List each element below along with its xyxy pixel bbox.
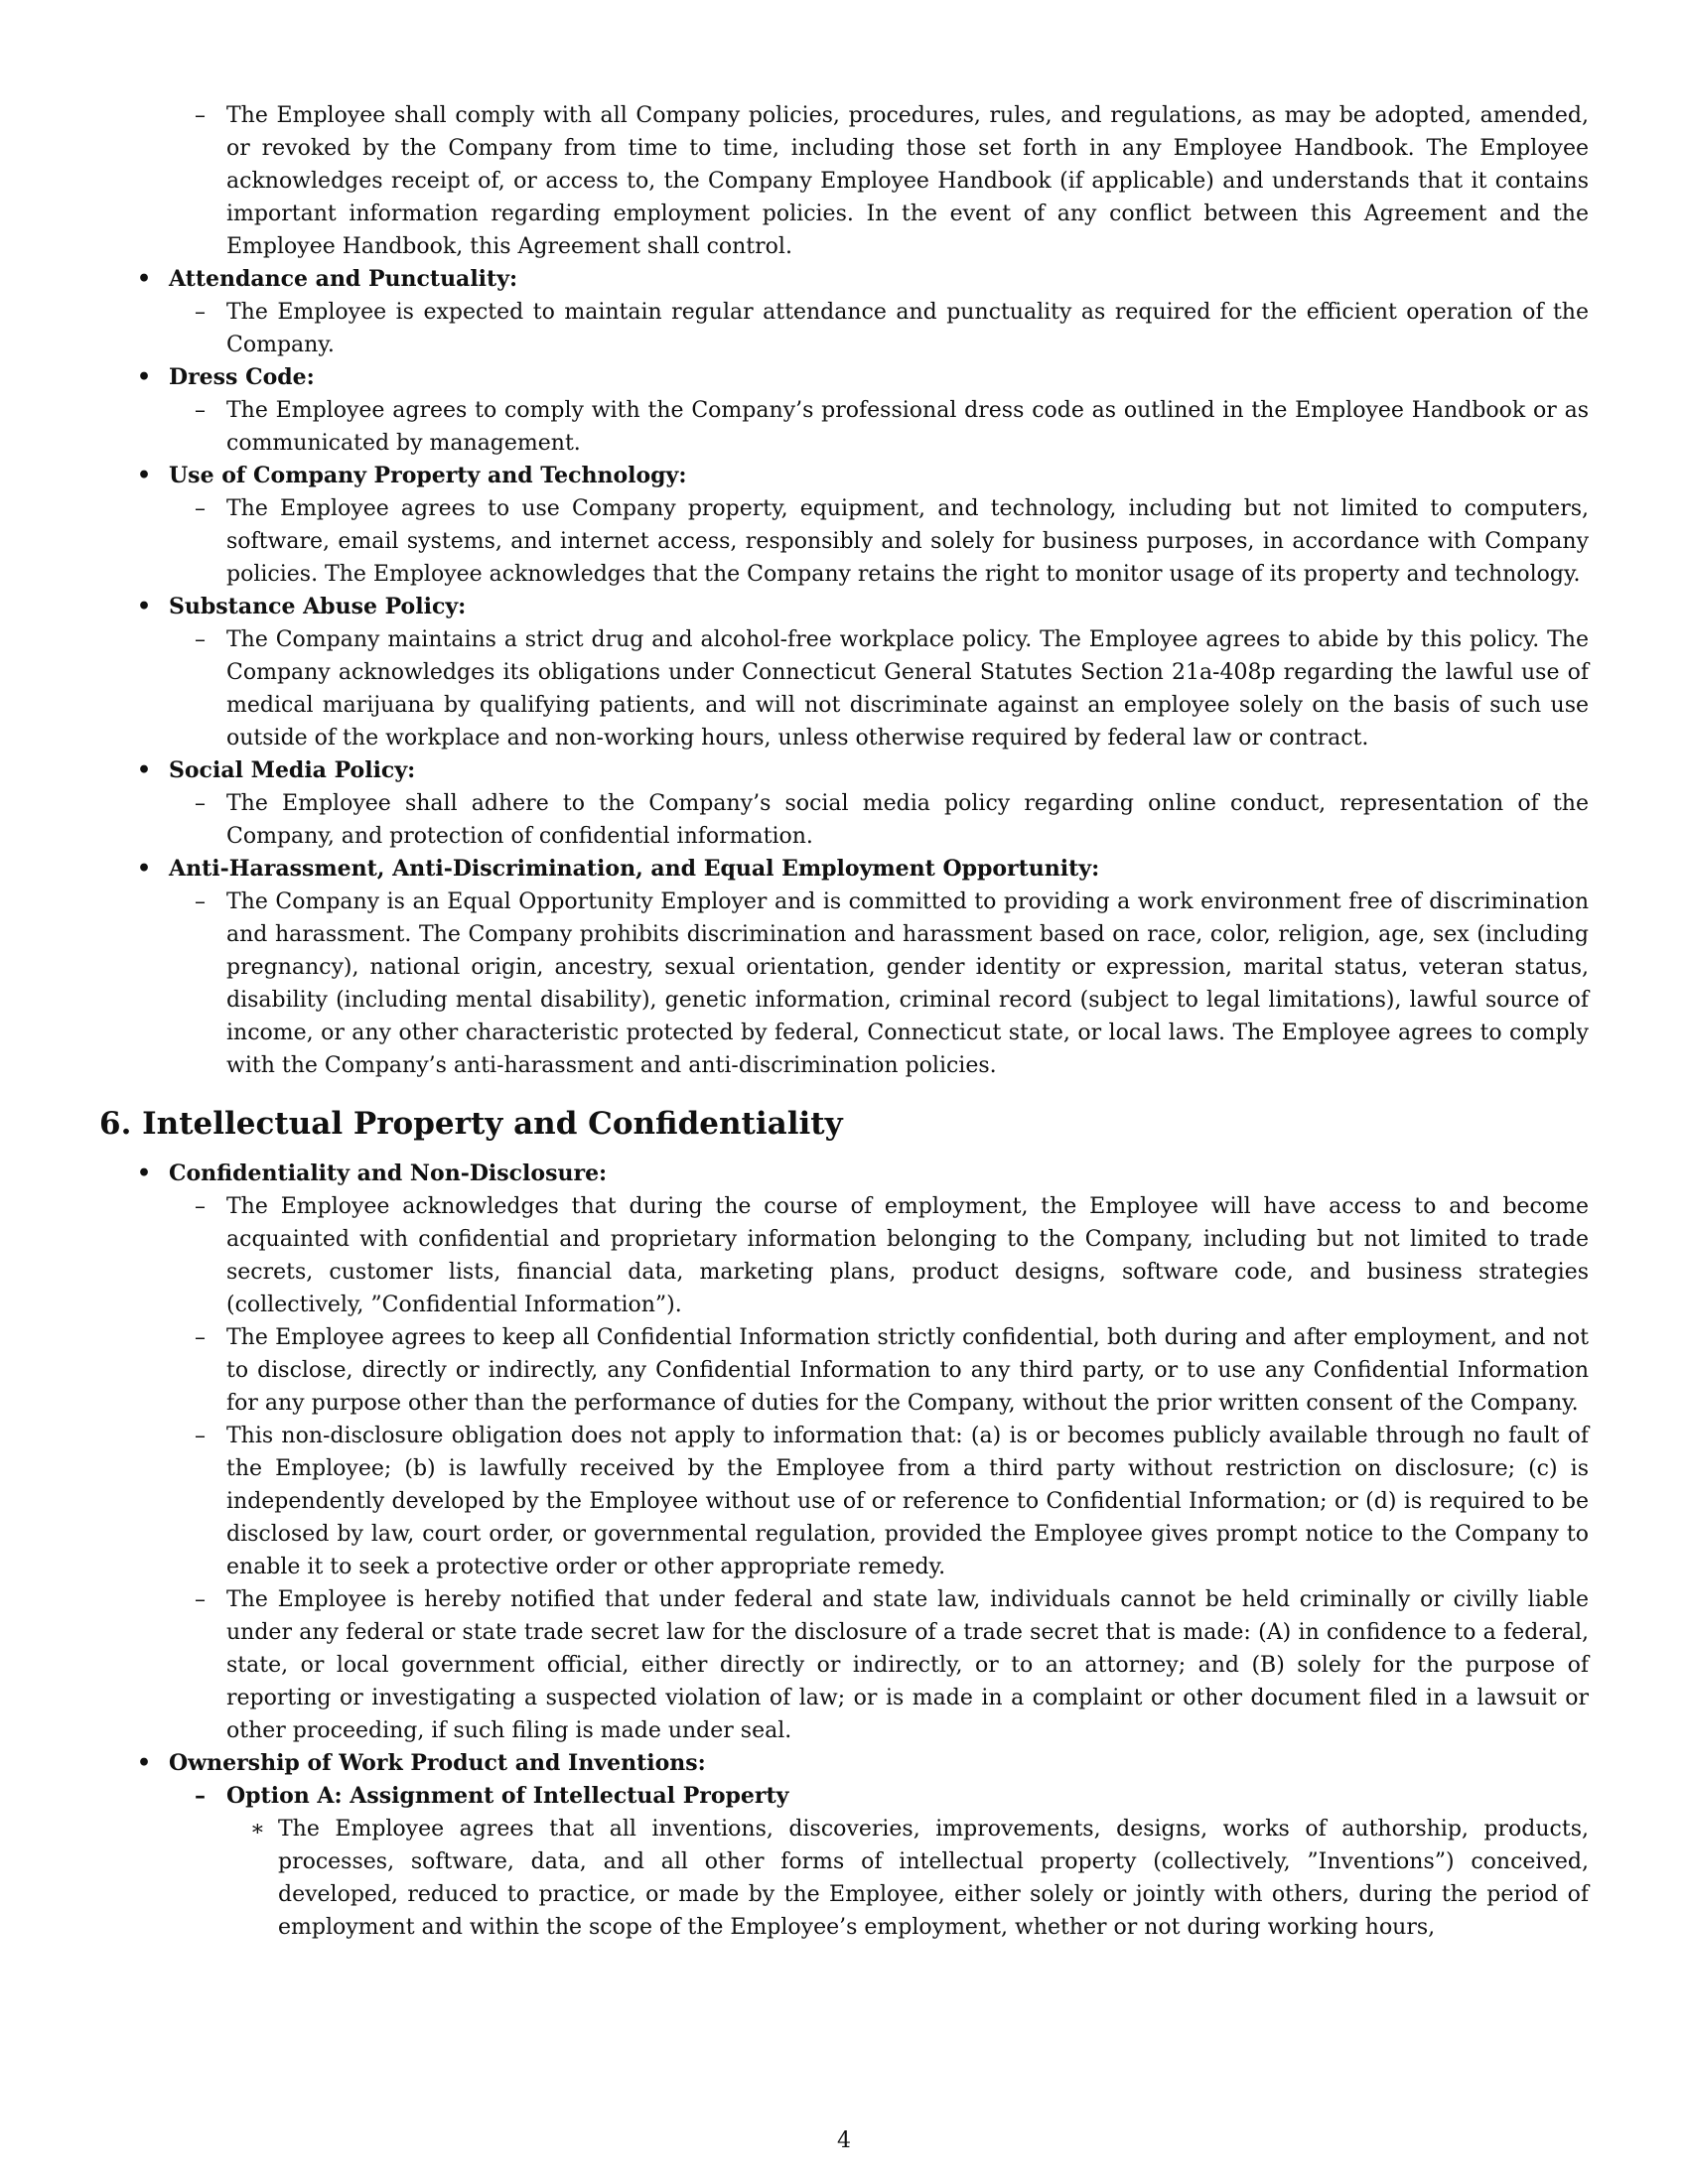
social-media-heading: • Social Media Policy: <box>99 754 1589 787</box>
page-content <box>99 99 1589 1944</box>
continued-policy-item: – The Employee shall comply with all Company policies, procedures, rules, and regulations, as may be adopted, amended, or revoked by the Company from time to time, including those set forth in any Employee Handbook. The Employee acknowledges receipt of, or access to, the Company Employee Handbook (if applicable) and understands that it contains important information regarding employment policies. In the event of any conflict between this Agreement and the Employee Handbook, this Agreement shall control. <box>99 99 1589 263</box>
social-media-text: – The Employee shall adhere to the Company’s social media policy regarding online conduct, representation of the Company, and protection of confidential information. <box>99 787 1589 853</box>
anti-harassment-text: – The Company is an Equal Opportunity Employer and is committed to providing a work environment free of discrimination and harassment. The Company prohibits discrimination and harassment based on race, color, religion, age, sex (including pregnancy), national origin, ancestry, sexual orientation, gender identity or expression, marital status, veteran status, disability (including mental disability), genetic information, criminal record (subject to legal limitations), lawful source of income, or any other characteristic protected by federal, Connecticut state, or local laws. The Employee agrees to comply with the Company’s anti-harassment and anti-discrimination policies. <box>99 886 1589 1082</box>
confidentiality-heading: • Confidentiality and Non-Disclosure: <box>99 1158 1589 1190</box>
company-property-heading: • Use of Company Property and Technology: <box>99 460 1589 492</box>
confidentiality-item: – This non-disclosure obligation does not apply to information that: (a) is or becomes publicly available through no fault of the Employee; (b) is lawfully received by the Employee from a third party without restriction on disclosure; (c) is independently developed by the Employee without use of or reference to Confidential Information; or (d) is required to be disclosed by law, court order, or governmental regulation, provided the Employee gives prompt notice to the Company to enable it to seek a protective order or other appropriate remedy. <box>99 1420 1589 1583</box>
ownership-heading: • Ownership of Work Product and Inventions: <box>99 1747 1589 1780</box>
dress-code-heading: • Dress Code: <box>99 361 1589 394</box>
attendance-text: – The Employee is expected to maintain regular attendance and punctuality as required for the efficient operation of the Company. <box>99 296 1589 361</box>
anti-harassment-heading: • Anti-Harassment, Anti-Discrimination, and Equal Employment Opportunity: <box>99 853 1589 886</box>
section-6-title: 6. Intellectual Property and Confidentiality <box>99 1106 843 1142</box>
substance-abuse-text: – The Company maintains a strict drug and alcohol-free workplace policy. The Employee agrees to abide by this policy. The Company acknowledges its obligations under Connecticut General Statutes Section 21a-408p regarding the lawful use of medical marijuana by qualifying patients, and will not discriminate against an employee solely on the basis of such use outside of the workplace and non-working hours, unless otherwise required by federal law or contract. <box>99 623 1589 754</box>
option-a-heading: – Option A: Assignment of Intellectual Property <box>99 1780 1589 1813</box>
page-number: 4 <box>837 2128 851 2153</box>
dress-code-text: – The Employee agrees to comply with the Company’s professional dress code as outlined in the Employee Handbook or as communicated by management. <box>99 394 1589 460</box>
confidentiality-item: – The Employee agrees to keep all Confidential Information strictly confidential, both during and after employment, and not to disclose, directly or indirectly, any Confidential Information to any third party, or to use any Confidential Information for any purpose other than the performance of duties for the Company, without the prior written consent of the Company. <box>99 1321 1589 1420</box>
option-a-text: ∗ The Employee agrees that all inventions, discoveries, improvements, designs, works of authorship, products, processes, software, data, and all other forms of intellectual property (collectively, ”Inventions”) conceived, developed, reduced to practice, or made by the Employee, either solely or jointly with others, during the period of employment and within the scope of the Employee’s employment, whether or not during working hours, <box>99 1813 1589 1944</box>
confidentiality-item: – The Employee is hereby notified that under federal and state law, individuals cannot be held criminally or civilly liable under any federal or state trade secret law for the disclosure of a trade secret that is made: (A) in confidence to a federal, state, or local government official, either directly or indirectly, or to an attorney; and (B) solely for the purpose of reporting or investigating a suspected violation of law; or is made in a complaint or other document filed in a lawsuit or other proceeding, if such filing is made under seal. <box>99 1583 1589 1747</box>
attendance-heading: • Attendance and Punctuality: <box>99 263 1589 296</box>
substance-abuse-heading: • Substance Abuse Policy: <box>99 591 1589 623</box>
confidentiality-item: – The Employee acknowledges that during the course of employment, the Employee will have access to and become acquainted with confidential and proprietary information belonging to the Company, including but not limited to trade secrets, customer lists, financial data, marketing plans, product designs, software code, and business strategies (collectively, ”Confidential Information”). <box>99 1190 1589 1321</box>
company-property-text: – The Employee agrees to use Company property, equipment, and technology, including but not limited to computers, software, email systems, and internet access, responsibly and solely for business purposes, in accordance with Company policies. The Employee acknowledges that the Company retains the right to monitor usage of its property and technology. <box>99 492 1589 591</box>
